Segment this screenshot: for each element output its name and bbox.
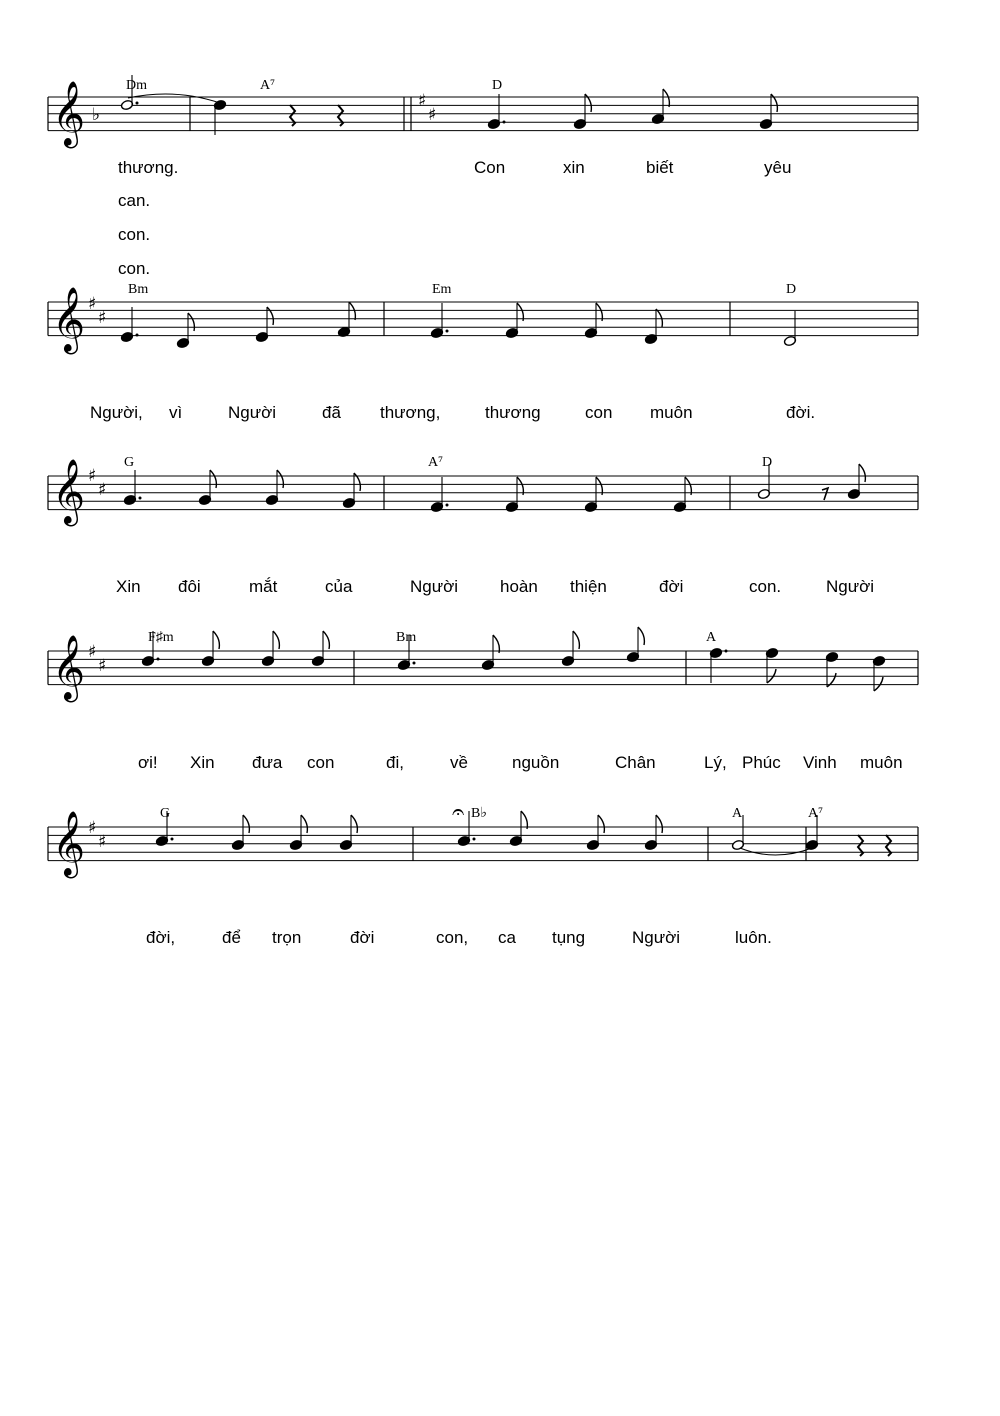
quarter-rest-icon xyxy=(338,105,343,126)
key-signature-sharp-icon: ♯ xyxy=(418,91,427,111)
chord-symbol: Bm xyxy=(396,630,417,645)
lyric-word: Người, xyxy=(90,403,143,422)
lyric-word: Người xyxy=(826,577,875,596)
lyric-word: thương, xyxy=(380,403,441,422)
lyric-word: Người xyxy=(228,403,277,422)
lyric-word: Chân xyxy=(615,753,656,772)
lyric-word: ca xyxy=(498,928,516,947)
lyric-word: Xin xyxy=(190,753,215,772)
key-signature-sharp-icon: ♯ xyxy=(98,480,107,500)
lyric-word: ơi! xyxy=(138,753,158,772)
lyric-word: về xyxy=(450,753,468,772)
note-flag xyxy=(656,815,662,833)
lyric-word: xin xyxy=(563,158,585,177)
note-flag xyxy=(273,631,279,649)
tie xyxy=(740,848,812,855)
lyric-word: thương xyxy=(485,403,541,422)
lyric-word: vì xyxy=(169,403,183,422)
lyric-word: đi, xyxy=(386,753,404,772)
note-flag xyxy=(243,815,249,833)
note-flag xyxy=(323,631,329,649)
quarter-rest-icon xyxy=(290,105,295,126)
lyric-word: hoàn xyxy=(500,577,538,596)
fermata-icon: 𝄐 xyxy=(452,800,465,825)
key-signature-sharp-icon: ♯ xyxy=(98,832,107,852)
lyric-word: mắt xyxy=(249,577,278,596)
lyric-word: đã xyxy=(322,403,341,422)
lyric-word: đời. xyxy=(786,403,816,422)
key-signature-sharp-icon: ♯ xyxy=(428,105,437,125)
chord-symbol: A xyxy=(732,806,743,821)
lyric-word: luôn. xyxy=(735,928,772,947)
lyric-word: Lý, xyxy=(704,753,727,772)
note-flag xyxy=(874,677,883,691)
chord-symbol: D xyxy=(492,78,503,93)
chord-symbol: D xyxy=(762,455,773,470)
lyric-word: con. xyxy=(749,577,782,596)
key-signature-sharp-icon: ♯ xyxy=(98,308,107,328)
note-flag xyxy=(188,313,194,331)
note-flag xyxy=(493,635,499,653)
key-signature-sharp-icon: ♯ xyxy=(88,642,97,662)
quarter-rest-icon xyxy=(886,835,891,856)
lyric-word: tụng xyxy=(552,928,586,947)
chord-symbol: A xyxy=(706,630,717,645)
note-flag xyxy=(663,89,669,107)
note-flag xyxy=(598,815,604,833)
lyric-word: để xyxy=(222,928,241,947)
lyric-word: thiện xyxy=(570,577,607,596)
dot xyxy=(171,838,174,841)
chord-symbol: A⁷ xyxy=(260,78,275,93)
lyric-word: Người xyxy=(632,928,681,947)
lyric-word: đôi xyxy=(178,577,201,596)
note-flag xyxy=(210,470,216,488)
lyric-word: Xin xyxy=(116,577,141,596)
lyric-word: Phúc xyxy=(742,753,781,772)
notes-layer xyxy=(120,75,891,856)
lyric-word: đời, xyxy=(146,928,176,947)
lyric-word: muôn xyxy=(860,753,903,772)
chord-symbol: Dm xyxy=(126,78,147,93)
note-flag xyxy=(277,470,283,488)
note-flag xyxy=(638,627,644,645)
lyric-word: con xyxy=(585,403,613,422)
lyric-word: Con xyxy=(474,158,506,177)
lyric-word: can. xyxy=(118,191,151,210)
treble-clef-icon: 𝄞 xyxy=(52,811,86,876)
system-2 xyxy=(52,282,815,422)
lyric-word: Người xyxy=(410,577,459,596)
lyric-word: trọn xyxy=(272,928,302,947)
dot xyxy=(725,650,728,653)
key-signature-sharp-icon: ♯ xyxy=(88,466,97,486)
chord-symbol: B♭ xyxy=(471,806,487,821)
note-flag xyxy=(521,811,527,829)
key-signature-flat-icon: ♭ xyxy=(92,105,101,125)
dot xyxy=(139,497,142,500)
chord-symbol: F♯m xyxy=(148,630,174,645)
note-flag xyxy=(656,309,662,327)
lyric-word: biết xyxy=(646,158,674,177)
dot xyxy=(413,662,416,665)
treble-clef-icon: 𝄞 xyxy=(52,459,86,524)
lyric-word: con. xyxy=(118,225,151,244)
note-flag xyxy=(301,815,307,833)
lyric-word: muôn xyxy=(650,403,693,422)
lyric-word: con, xyxy=(436,928,469,947)
tie xyxy=(128,94,220,103)
lyric-word: đời xyxy=(350,928,375,947)
note-flag xyxy=(859,464,865,482)
chord-symbol: Bm xyxy=(128,282,149,297)
quarter-rest-icon xyxy=(858,835,863,856)
note-flag xyxy=(349,302,355,320)
dot xyxy=(136,334,139,337)
key-signature-sharp-icon: ♯ xyxy=(98,656,107,676)
key-signature-sharp-icon: ♯ xyxy=(88,294,97,314)
note-flag xyxy=(351,815,357,833)
dot xyxy=(136,102,139,105)
lyric-word: thương. xyxy=(118,158,179,177)
dot xyxy=(446,504,449,507)
lyric-word: Vinh xyxy=(803,753,837,772)
chord-symbol: Em xyxy=(432,282,452,297)
treble-clef-icon: 𝄞 xyxy=(52,287,86,352)
lyric-word: yêu xyxy=(764,158,792,177)
chord-symbol: G xyxy=(124,455,135,470)
chord-symbol: G xyxy=(160,806,171,821)
chord-symbol: A⁷ xyxy=(808,806,823,821)
lyric-word: của xyxy=(325,577,353,596)
note-flag xyxy=(213,631,219,649)
dot xyxy=(473,838,476,841)
treble-clef-icon: 𝄞 xyxy=(52,81,86,146)
staff-lines-layer xyxy=(48,97,918,861)
key-signature-sharp-icon: ♯ xyxy=(88,818,97,838)
dot xyxy=(446,330,449,333)
eighth-rest-icon xyxy=(822,488,828,500)
chord-symbol: A⁷ xyxy=(428,455,443,470)
note-flag xyxy=(267,307,273,325)
dot xyxy=(157,658,160,661)
treble-clef-icon: 𝄞 xyxy=(52,635,86,700)
lyric-word: đời xyxy=(659,577,684,596)
lyric-word: con xyxy=(307,753,335,772)
lyric-word: con. xyxy=(118,259,151,278)
lyric-word: nguồn xyxy=(512,753,560,772)
lyric-word: đưa xyxy=(252,753,283,772)
chord-symbol: D xyxy=(786,282,797,297)
system-1 xyxy=(52,78,791,278)
dot xyxy=(503,121,506,124)
note-flag xyxy=(573,631,579,649)
system-5 xyxy=(52,800,823,947)
